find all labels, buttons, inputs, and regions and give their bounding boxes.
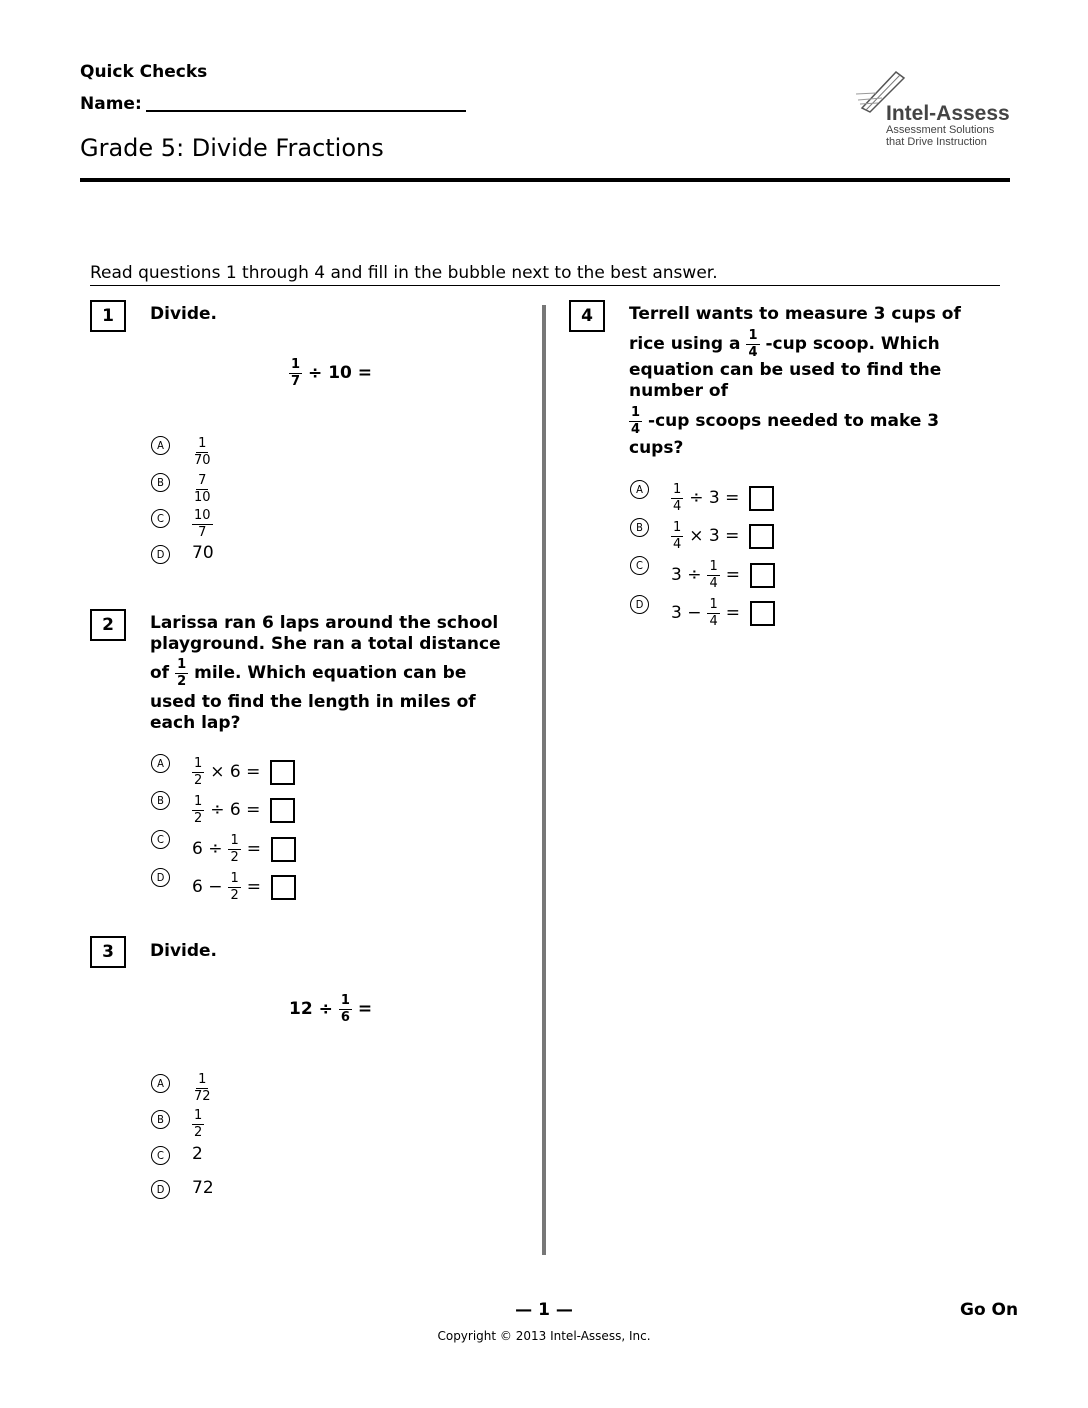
q2-choice-b: $\frac{1}{2}$ ÷ 6 = [192, 795, 295, 825]
q2-choice-d: 6 − $\frac{1}{2}$ = [192, 872, 296, 902]
question-4-number: 4 [569, 300, 605, 332]
question-4-prompt: Terrell wants to measure 3 cups of rice using a $\frac{1}{4}$ -cup scoop. Which equation can be used to find the number of $\frac{1}{4}$ -cup scoops needed to make 3 cups? [629, 304, 961, 458]
go-on-label: Go On [960, 1300, 1019, 1320]
header-rule [80, 178, 1010, 182]
q1-choice-a: $\frac{1}{70}$ [194, 436, 211, 468]
q2-bubble-d[interactable]: D [151, 868, 170, 887]
q4-bubble-b[interactable]: B [630, 518, 649, 537]
q3-choice-c: 2 [192, 1144, 203, 1164]
q1-bubble-d[interactable]: D [151, 545, 170, 564]
q4-bubble-c[interactable]: C [630, 556, 649, 575]
q2-choice-a: $\frac{1}{2}$ × 6 = [192, 757, 295, 787]
question-3-expression: 12 ÷ $\frac{1}{6}$ = [289, 993, 373, 1025]
question-1-expression: $\frac{1}{7}$ ÷ 10 = [291, 357, 373, 389]
instructions-rule [90, 285, 1000, 286]
q4-choice-b: $\frac{1}{4}$ × 3 = [671, 521, 774, 551]
answer-box [271, 837, 296, 862]
page-title: Grade 5: Divide Fractions [80, 134, 384, 162]
answer-box [750, 563, 775, 588]
q2-bubble-b[interactable]: B [151, 791, 170, 810]
question-3-number: 3 [90, 936, 126, 968]
q4-bubble-a[interactable]: A [630, 480, 649, 499]
answer-box [749, 486, 774, 511]
q3-bubble-b[interactable]: B [151, 1110, 170, 1129]
question-1-prompt: Divide. [150, 304, 218, 324]
q1-bubble-b[interactable]: B [151, 473, 170, 492]
q1-bubble-a[interactable]: A [151, 436, 170, 455]
name-field[interactable] [146, 110, 466, 112]
q3-choice-d: 72 [192, 1178, 214, 1198]
intel-assess-logo: Intel-Assess Assessment Solutions that Drive Instruction [856, 66, 1016, 150]
q4-choice-a: $\frac{1}{4}$ ÷ 3 = [671, 483, 774, 513]
q1-choice-d: 70 [192, 543, 214, 563]
q4-choice-d: 3 − $\frac{1}{4}$ = [671, 598, 775, 628]
answer-box [271, 875, 296, 900]
q2-bubble-c[interactable]: C [151, 830, 170, 849]
instructions: Read questions 1 through 4 and fill in the bubble next to the best answer. [90, 263, 718, 283]
q3-bubble-a[interactable]: A [151, 1074, 170, 1093]
copyright: Copyright © 2013 Intel-Assess, Inc. [437, 1329, 651, 1343]
q1-choice-b: $\frac{7}{10}$ [194, 473, 211, 505]
answer-box [750, 601, 775, 626]
answer-box [270, 760, 295, 785]
q2-bubble-a[interactable]: A [151, 754, 170, 773]
q3-choice-a: $\frac{1}{72}$ [194, 1072, 211, 1104]
q3-bubble-c[interactable]: C [151, 1146, 170, 1165]
q1-bubble-c[interactable]: C [151, 509, 170, 528]
q4-choice-c: 3 ÷ $\frac{1}{4}$ = [671, 560, 775, 590]
question-2-number: 2 [90, 609, 126, 641]
q4-bubble-d[interactable]: D [630, 595, 649, 614]
q1-choice-c: $\frac{10}{7}$ [194, 508, 211, 540]
question-1-number: 1 [90, 300, 126, 332]
q2-choice-c: 6 ÷ $\frac{1}{2}$ = [192, 834, 296, 864]
column-divider [542, 305, 546, 1255]
page-number: — 1 — [515, 1300, 573, 1320]
answer-box [749, 524, 774, 549]
question-2-prompt: Larissa ran 6 laps around the school playground. She ran a total distance of $\frac{1}{2}$ mile. Which equation can be used to find the length in miles of each lap? [150, 613, 501, 733]
name-label: Name: [80, 94, 142, 114]
answer-box [270, 798, 295, 823]
q3-bubble-d[interactable]: D [151, 1180, 170, 1199]
question-3-prompt: Divide. [150, 941, 218, 961]
q3-choice-b: $\frac{1}{2}$ [194, 1108, 203, 1140]
quick-checks-label: Quick Checks [80, 62, 208, 82]
